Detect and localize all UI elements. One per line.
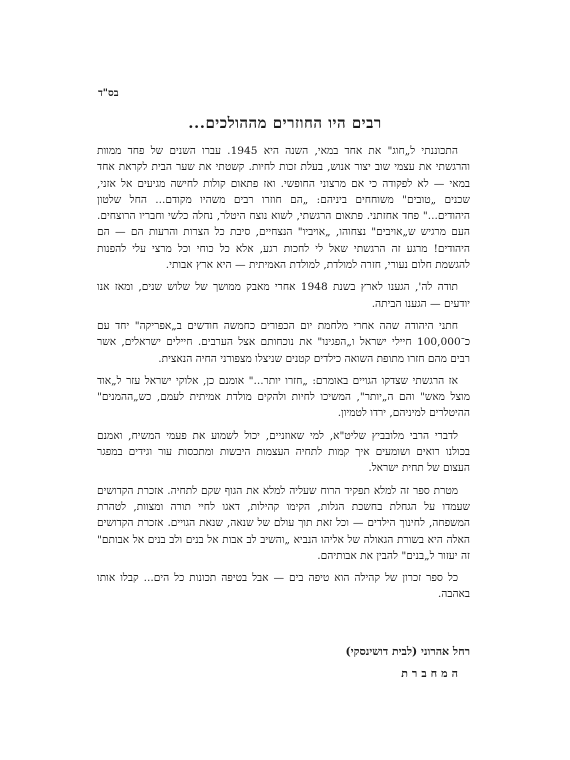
- author-name: רחל אהרוני (לבית דושינסקי): [345, 645, 470, 658]
- paragraph-3: חתני היהודה שהה אחרי מלחמת יום הכפורים כחמשה חודשים ב„אפריקה" יחד עם כ־100,000 חיילי ישראל ו„הפגינו" את נוכחותם אצל הערבים. חיילים ישראלים, אשר רבים מהם חזרו מתופת השואה כילדים קטנים שניצלו מצפורני החיה הנאצית.: [97, 319, 470, 365]
- document-body: [97, 143, 470, 609]
- paragraph-5: לדברי הרבי מלובביץ שליט"א, למי שאוזניים, יכול לשמוע את פעמי המשיח, ואמנם בכולנו רואים ושומעים איך קמות לתחיה העצמות היבשות ומתכסות עור וגידים במפגר העצום של תחית ישראל.: [97, 429, 470, 475]
- signature-block: [290, 641, 470, 685]
- page-title: רבים היו החוזרים מההולכים...: [188, 114, 382, 132]
- paragraph-4: אז הרגשתי שצדקו הגויים באומרם: „חזרו יותר..." אומנם כן, אלוקי ישראל עזר ל„אוד מוצל מאש" והם ה„יותר", המשיכו לחיות ולהקים מולדת אמיתית לעמם, כש„ההמנים" ההיטלרים למיניהם, ירדו לטמיון.: [97, 374, 470, 420]
- paragraph-7: כל ספר זכרון של קהילה הוא טיפה בים — אבל בטיפה תכונות כל הים... קבלו אותו באהבה.: [97, 572, 470, 601]
- paragraph-1: התכוננתי ל„חוג" את אחד במאי, השנה היא 1945. עברו השנים של פחד ממוות והרגשתי את עצמי שוב יצור אנוש, בעלת זכות לחיות. קשטתי את שער הבית לקראת אחד במאי — לא לפקודה כי אם מרצוני החופשי. ואז פתאום קולות לחישה מגיעים אל אזני, שכנים „טובים" משוחחים ביניהם: „הם חוזרו רבים משהיו מקודם... החל שלטון היהודים..." פחד אחזתני. פתאום הרגשתי, לשוא נוצח היטלר, נחלה כלשי וחבריו הרוצחים. העם מרגיש ש„אויבים" נצחוהו, „אויביו" הנצחיים, סיבת כל הצרות והרעות הם — הם היהודים! מרגע זה הרגשתי שאל לי לחכות רגע, אלא כל כוחי וכל מרצי עלי להפנות להגשמת חלום נעורי, חזרה למולדת, למולדת האמיתית — היא ארץ אבותי.: [97, 145, 470, 272]
- author-role: המחברת: [401, 667, 462, 680]
- bsd-header: בס"ד: [98, 88, 119, 99]
- paragraph-2: תודה לה', הגענו לארץ בשנת 1948 אחרי מאבק ממושך של שלוש שנים, ומאז אנו יודעים — הגענו הביתה.: [97, 281, 470, 310]
- paragraph-6: מטרת ספר זה למלא תפקיד הרוח שעליה למלא את הגוף שקם לתחיה. אזכרת הקדושים שעמדו על הגחלת בחשכת הגלות, הקימו קהילות, דאגו לחיי תורה ומצוות, לטהרת המשפחה, לחינוך הילדים — וכל זאת תוך עולם של שנאה, שנאת הגויים. אזכרת הקדושים האלה היא בשורת הגאולה של אליהו הנביא „והשיב לב אבות אל בנים ולב בנים אל אבותם" זה יעזור ל„בנים" להבין את אבותיהם.: [97, 484, 470, 562]
